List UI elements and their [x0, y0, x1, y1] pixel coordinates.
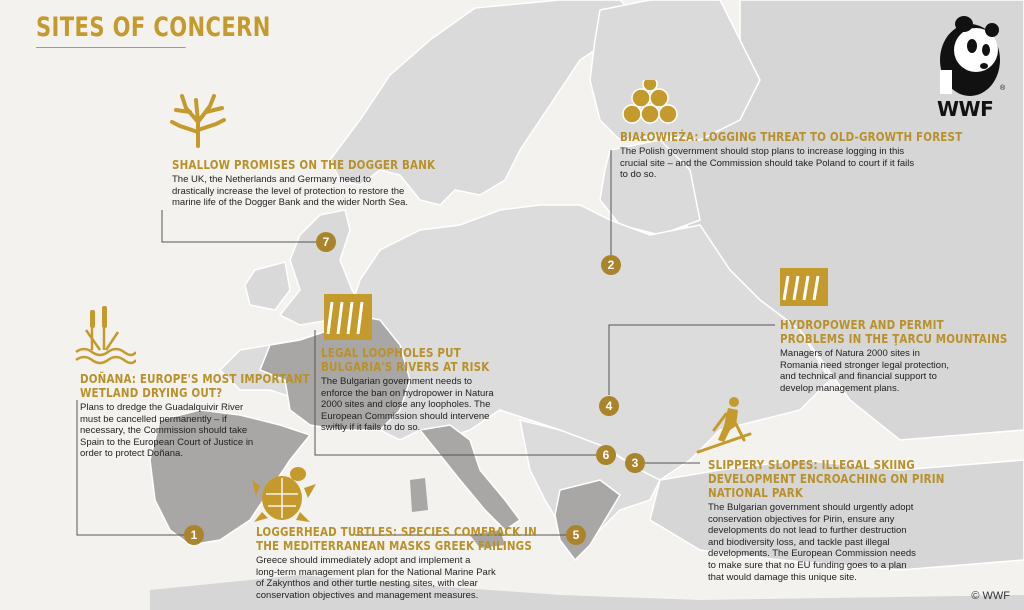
site-1-panel — [80, 372, 310, 460]
sardinia-landmass — [410, 478, 428, 512]
dam-icon — [324, 294, 372, 340]
site-7-title: SHALLOW PROMISES ON THE DOGGER BANK — [172, 158, 436, 172]
site-5-title: LOGGERHEAD TURTLES: SPECIES COMEBACK IN THE MEDITERRANEAN MASKS GREEK FAILINGS — [256, 525, 537, 553]
site-2-title: BIAŁOWIEŻA: LOGGING THREAT TO OLD-GROWTH FOREST — [620, 130, 963, 144]
site-marker-3[interactable]: 3 — [625, 453, 645, 473]
site-3-panel — [708, 458, 958, 583]
site-7-panel — [172, 158, 442, 209]
registered-mark: ® — [1000, 85, 1006, 92]
italy-landmass — [420, 425, 520, 530]
site-6-title: LEGAL LOOPHOLES PUT BULGARIA'S RIVERS AT RISK — [321, 346, 490, 374]
site-4-title: HYDROPOWER AND PERMIT PROBLEMS IN THE ŢARCU MOUNTAINS — [780, 318, 1008, 346]
site-marker-7[interactable]: 7 — [316, 232, 336, 252]
site-1-title: DOÑANA: EUROPE'S MOST IMPORTANT WETLAND DRYING OUT? — [80, 372, 310, 400]
coral-icon — [168, 92, 228, 148]
copyright-notice: © WWF — [971, 590, 1010, 602]
site-6-panel — [321, 346, 521, 434]
site-2-text: The Polish government should stop plans to increase logging in this crucial site – and the Commission should take Poland to court if it fails to do so. — [620, 146, 915, 181]
page-title: SITES OF CONCERN — [36, 12, 186, 48]
site-3-text: The Bulgarian government should urgently adopt conservation objectives for Pirin, ensure any developments do not lead to further destruction and biodiversity loss, and tackle past illegal developments. The European Commission needs to make sure that no EU funding goes to a plan that would damage this unique site. — [708, 502, 916, 583]
wwf-logo-text: WWF — [937, 97, 994, 121]
site-marker-5[interactable]: 5 — [566, 525, 586, 545]
site-marker-4[interactable]: 4 — [599, 396, 619, 416]
site-3-title: SLIPPERY SLOPES: ILLEGAL SKIING DEVELOPMENT ENCROACHING ON PIRIN NATIONAL PARK — [708, 458, 945, 500]
log-pile-icon — [622, 80, 682, 124]
site-marker-1[interactable]: 1 — [184, 525, 204, 545]
turtle-icon — [252, 466, 316, 526]
site-4-panel — [780, 318, 1010, 394]
dam-icon — [780, 268, 828, 306]
site-marker-6[interactable]: 6 — [596, 445, 616, 465]
site-5-panel — [256, 525, 556, 601]
skier-icon — [696, 396, 752, 454]
reeds-water-icon — [72, 304, 136, 370]
site-marker-2[interactable]: 2 — [601, 255, 621, 275]
site-5-text: Greece should immediately adopt and implement a long-term management plan for the National Marine Park of Zakynthos and other turtle nesting sites, with clear conservation objectives and management measures. — [256, 555, 496, 601]
site-6-text: The Bulgarian government needs to enforce the ban on hydropower in Natura 2000 sites and close any loopholes. The European Commission should intervene swiftly if it fails to do so. — [321, 376, 494, 434]
site-2-panel — [620, 130, 963, 181]
ireland-landmass — [245, 262, 290, 310]
leader-line-7 — [162, 210, 316, 242]
site-7-text: The UK, the Netherlands and Germany need to drastically increase the level of protection to restore the marine life of the Dogger Bank and the wider North Sea. — [172, 174, 409, 209]
site-1-text: Plans to dredge the Guadalquivir River must be cancelled permanently – if necessary, the Commission should take Spain to the European Court of Justice in order to protect Doñana. — [80, 402, 254, 460]
site-4-text: Managers of Natura 2000 sites in Romania need stronger legal protection, and technical and financial support to develop management plans. — [780, 348, 949, 394]
